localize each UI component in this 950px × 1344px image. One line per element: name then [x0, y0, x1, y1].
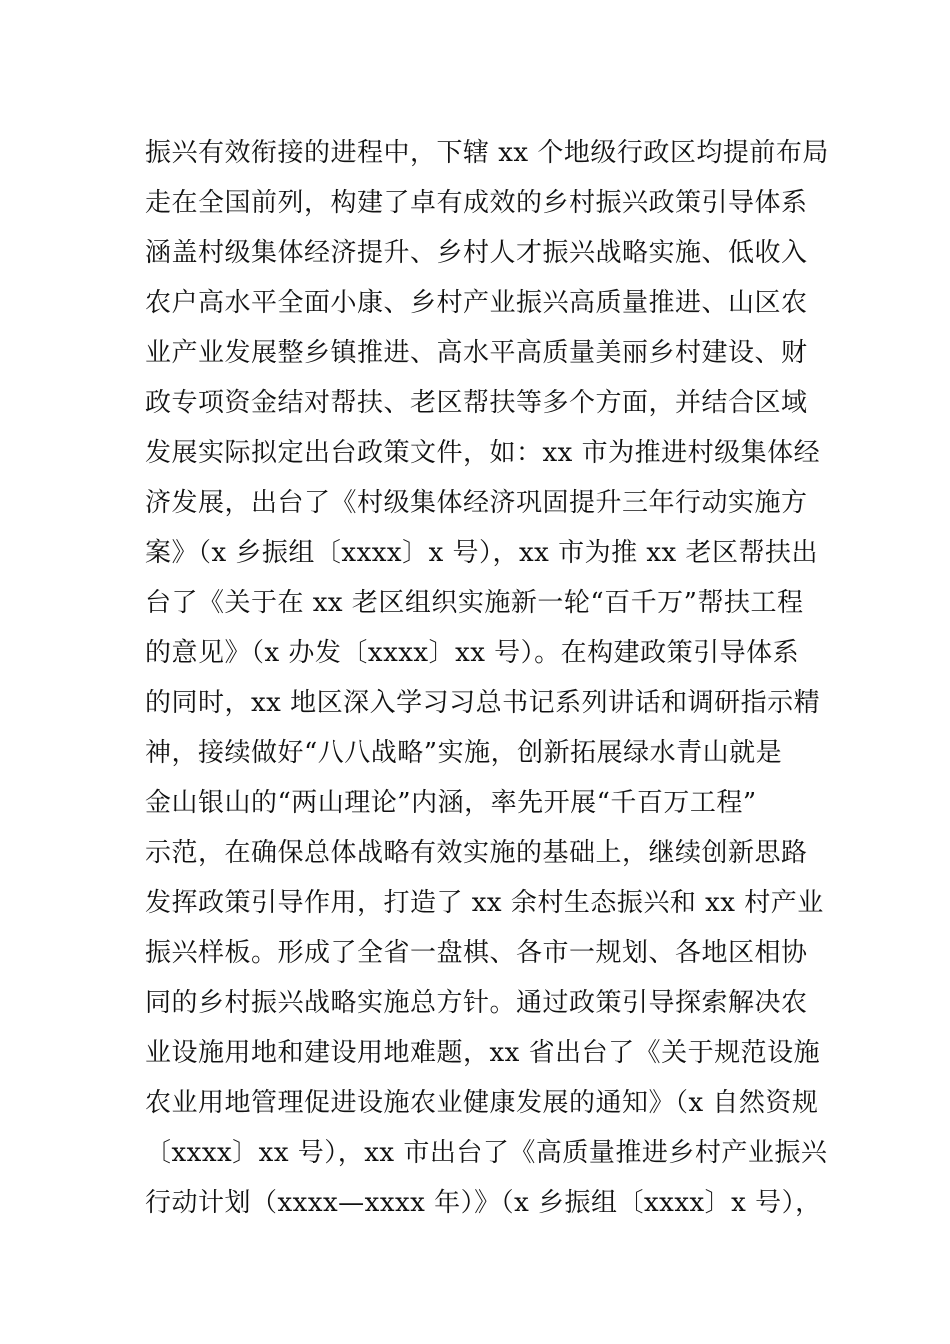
text-line: 的意见》（x 办发〔xxxx〕xx 号）。在构建政策引导体系: [145, 638, 800, 668]
text-line: 业设施用地和建设用地难题，xx 省出台了《关于规范设施: [145, 1038, 821, 1068]
text-line: 金山银山的“两山理论”内涵，率先开展“千百万工程”: [145, 788, 757, 818]
text-line: 业产业发展整乡镇推进、高水平高质量美丽乡村建设、财: [145, 338, 808, 368]
text-line: 走在全国前列，构建了卓有成效的乡村振兴政策引导体系: [145, 188, 808, 218]
text-line: 案》（x 乡振组〔xxxx〕x 号），xx 市为推 xx 老区帮扶出: [145, 538, 818, 568]
text-line: 神，接续做好“八八战略”实施，创新拓展绿水青山就是: [145, 738, 783, 768]
text-line: 示范，在确保总体战略有效实施的基础上，继续创新思路: [145, 838, 808, 868]
text-line: 发展实际拟定出台政策文件，如：xx 市为推进村级集体经: [145, 438, 821, 468]
body-paragraph: [145, 128, 829, 1228]
text-line: 发挥政策引导作用，打造了 xx 余村生态振兴和 xx 村产业: [145, 888, 824, 918]
text-line: 农业用地管理促进设施农业健康发展的通知》（x 自然资规: [145, 1088, 819, 1118]
text-line: 〔xxxx〕xx 号），xx 市出台了《高质量推进乡村产业振兴: [145, 1138, 828, 1168]
text-line: 同的乡村振兴战略实施总方针。通过政策引导探索解决农: [145, 988, 808, 1018]
text-line: 涵盖村级集体经济提升、乡村人才振兴战略实施、低收入: [145, 238, 808, 268]
text-line: 政专项资金结对帮扶、老区帮扶等多个方面，并结合区域: [145, 388, 808, 418]
text-line: 振兴样板。形成了全省一盘棋、各市一规划、各地区相协: [145, 938, 808, 968]
text-line: 行动计划（xxxx—xxxx 年）》（x 乡振组〔xxxx〕x 号），: [145, 1188, 822, 1218]
text-line: 台了《关于在 xx 老区组织实施新一轮“百千万”帮扶工程: [145, 588, 804, 618]
text-line: 济发展，出台了《村级集体经济巩固提升三年行动实施方: [145, 488, 808, 518]
text-line: 的同时，xx 地区深入学习习总书记系列讲话和调研指示精: [145, 688, 821, 718]
text-line: 农户高水平全面小康、乡村产业振兴高质量推进、山区农: [145, 288, 808, 318]
text-line: 振兴有效衔接的进程中，下辖 xx 个地级行政区均提前布局: [145, 138, 829, 168]
